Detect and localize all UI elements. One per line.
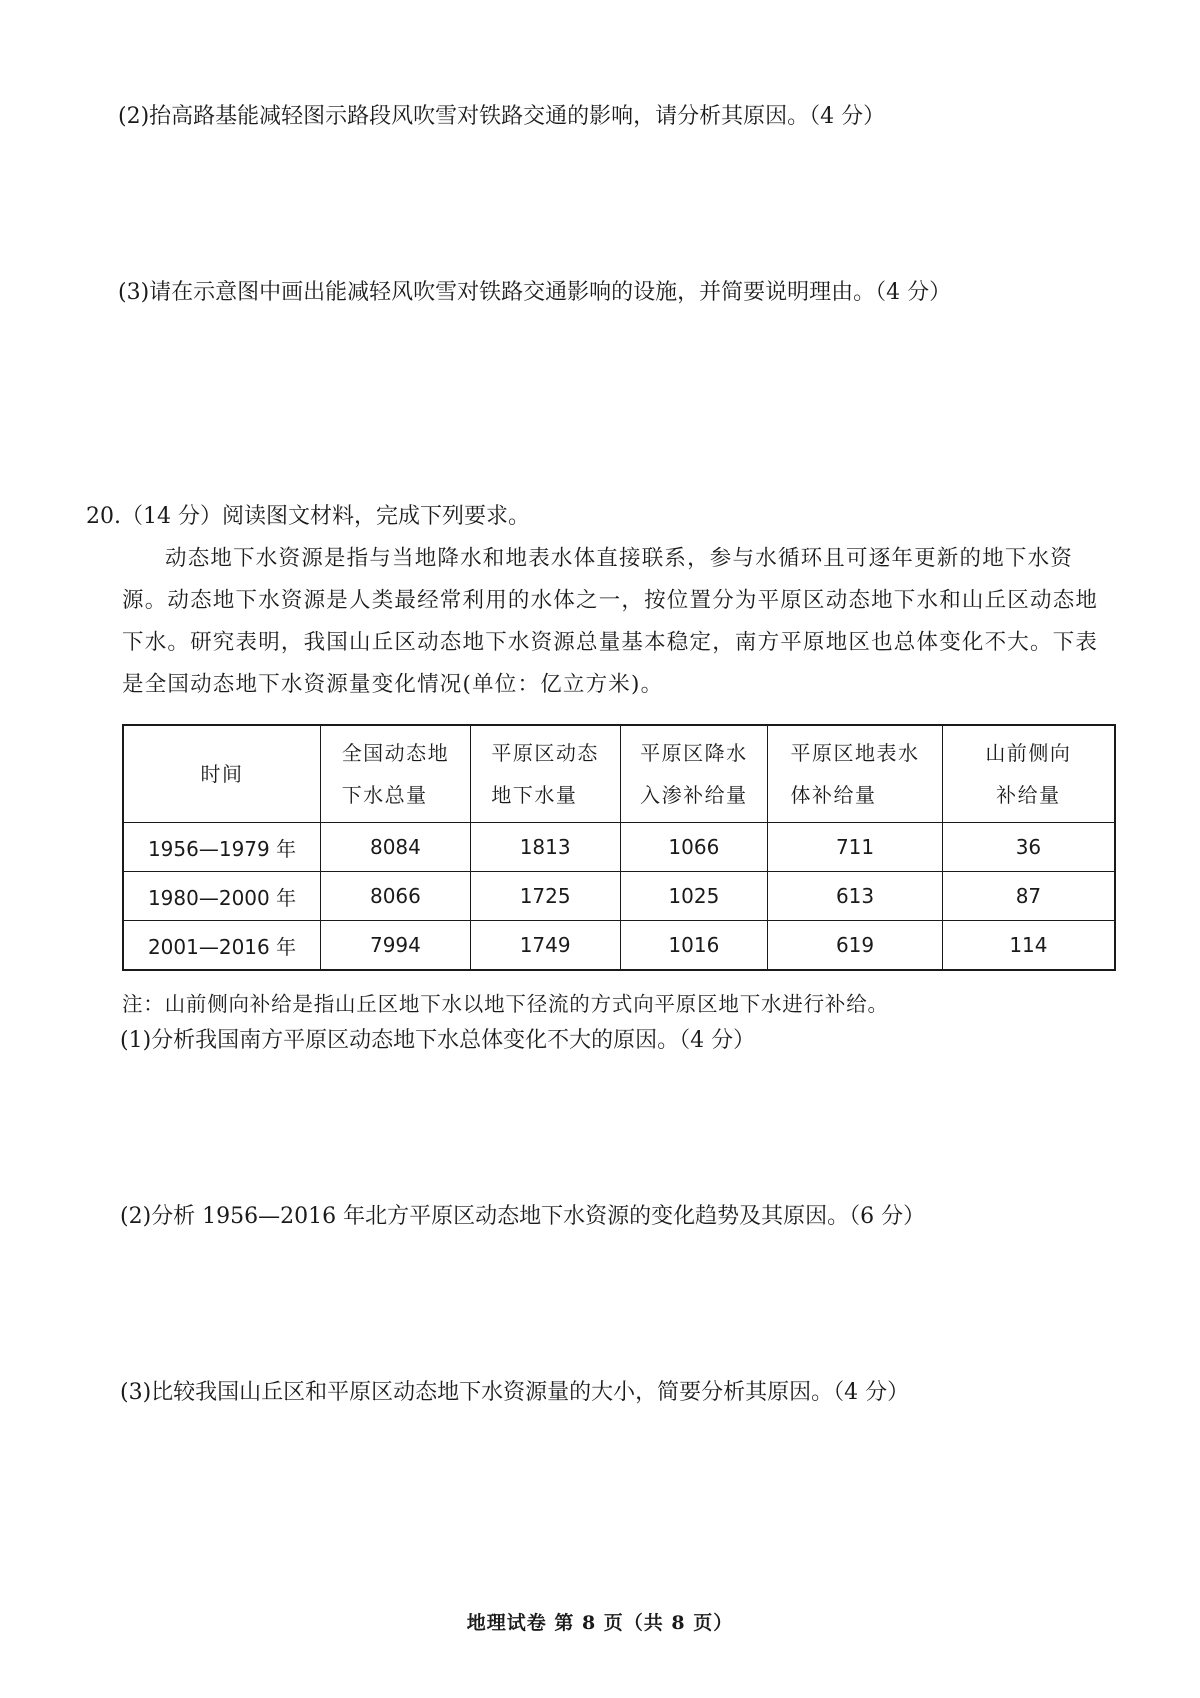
cell-precipitation: 1066 bbox=[620, 823, 768, 872]
cell-plain-dynamic: 1749 bbox=[470, 921, 620, 971]
header-surface-water-recharge: 平原区地表水 体补给量 bbox=[768, 725, 943, 823]
cell-plain-dynamic: 1813 bbox=[470, 823, 620, 872]
page-footer: 地理试卷 第 8 页（共 8 页） bbox=[466, 1612, 734, 1634]
cell-period: 2001—2016 年 bbox=[123, 921, 321, 971]
cell-lateral: 36 bbox=[942, 823, 1115, 872]
cell-surface-water: 711 bbox=[768, 823, 943, 872]
table-row bbox=[123, 921, 1115, 971]
cell-precipitation: 1016 bbox=[620, 921, 768, 971]
header-total: 全国动态地 下水总量 bbox=[321, 725, 471, 823]
q20-paragraph-text: 动态地下水资源是指与当地降水和地表水体直接联系，参与水循环且可逐年更新的地下水资源。动态地下水资源是人类最经常利用的水体之一，按位置分为平原区动态地下水和山丘区动态地下水。研究表明，我国山丘区动态地下水资源总量基本稳定，南方平原地区也总体变化不大。下表是全国动态地下水资源量变化情况(单位：亿立方米)。 bbox=[122, 546, 1099, 697]
header-precipitation-recharge: 平原区降水 入渗补给量 bbox=[620, 725, 768, 823]
header-time: 时间 bbox=[123, 725, 321, 823]
cell-lateral: 114 bbox=[942, 921, 1115, 971]
cell-period: 1956—1979 年 bbox=[123, 823, 321, 872]
cell-precipitation: 1025 bbox=[620, 872, 768, 921]
header-plain-dynamic: 平原区动态 地下水量 bbox=[470, 725, 620, 823]
q20-sub3-question: (3)比较我国山丘区和平原区动态地下水资源量的大小，简要分析其原因。（4 分） bbox=[120, 1380, 910, 1405]
q20-header: 20.（14 分）阅读图文材料，完成下列要求。 bbox=[86, 504, 530, 529]
q20-material-paragraph bbox=[122, 538, 1112, 706]
q20-sub2-question: (2)分析 1956—2016 年北方平原区动态地下水资源的变化趋势及其原因。（6 分） bbox=[120, 1204, 926, 1229]
cell-total: 8066 bbox=[321, 872, 471, 921]
groundwater-table bbox=[122, 724, 1116, 971]
table-note: 注：山前侧向补给是指山丘区地下水以地下径流的方式向平原区地下水进行补给。 bbox=[122, 992, 889, 1016]
cell-surface-water: 619 bbox=[768, 921, 943, 971]
q19-sub3-question: (3)请在示意图中画出能减轻风吹雪对铁路交通影响的设施，并简要说明理由。（4 分） bbox=[118, 280, 952, 305]
cell-total: 8084 bbox=[321, 823, 471, 872]
table-header-row bbox=[123, 725, 1115, 823]
cell-surface-water: 613 bbox=[768, 872, 943, 921]
cell-plain-dynamic: 1725 bbox=[470, 872, 620, 921]
cell-lateral: 87 bbox=[942, 872, 1115, 921]
cell-total: 7994 bbox=[321, 921, 471, 971]
header-lateral-recharge: 山前侧向 补给量 bbox=[942, 725, 1115, 823]
table-row bbox=[123, 823, 1115, 872]
cell-period: 1980—2000 年 bbox=[123, 872, 321, 921]
q20-sub1-question: (1)分析我国南方平原区动态地下水总体变化不大的原因。（4 分） bbox=[120, 1028, 756, 1053]
q19-sub2-question: (2)抬高路基能减轻图示路段风吹雪对铁路交通的影响，请分析其原因。（4 分） bbox=[118, 104, 886, 129]
table-row bbox=[123, 872, 1115, 921]
